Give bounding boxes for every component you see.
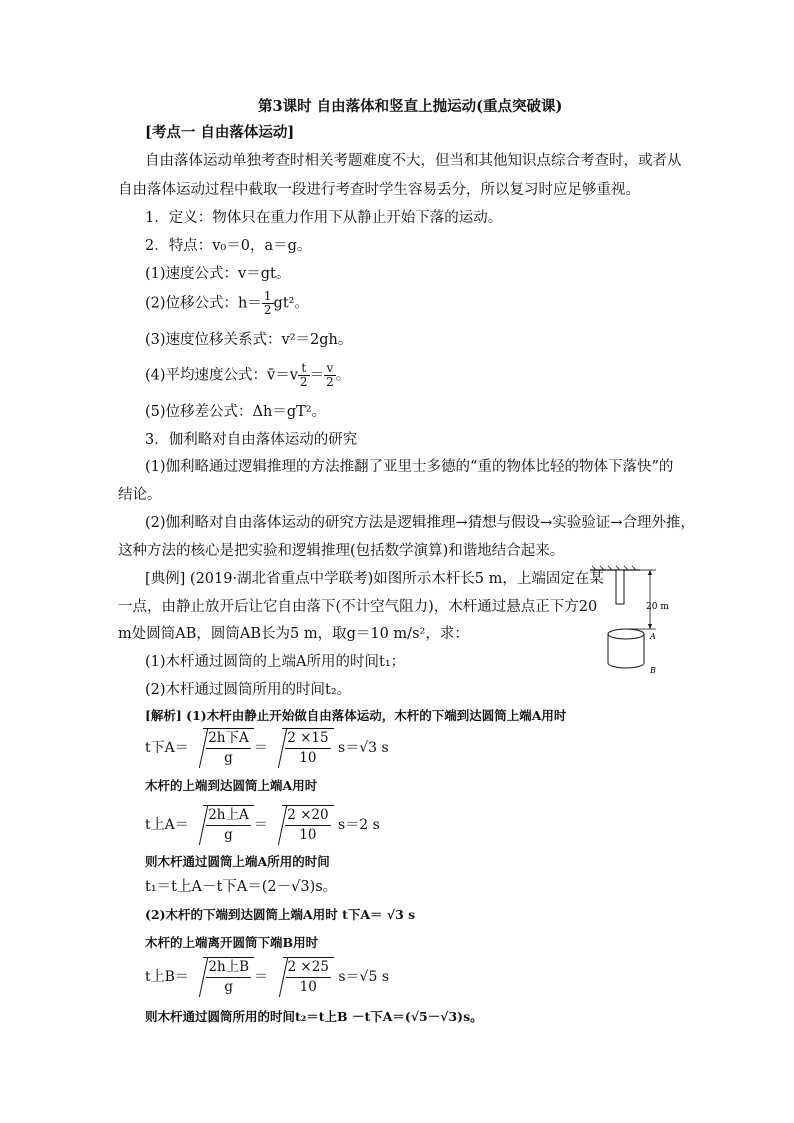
example-question-1: (1)木杆通过圆筒的上端A所用的时间t₁； (145, 654, 406, 670)
rod-cylinder-figure (588, 565, 680, 680)
equals-sign: ＝ (253, 740, 268, 756)
equals-sign: ＝ (254, 969, 269, 985)
formula-average-velocity (145, 362, 350, 389)
cylinder-top (608, 629, 644, 639)
formula-displacement-difference: (5)位移差公式：Δh＝gT²。 (145, 404, 327, 420)
solution-math-2 (145, 805, 380, 845)
formula-displacement-prefix: (2)位移公式：h＝ (145, 295, 262, 312)
period: 。 (335, 367, 351, 384)
example-line-1: [典例] (2019·湖北省重点中学联考)如图所示木杆长5 m，上端固定在某 (145, 571, 604, 587)
equals-sign: ＝ (309, 367, 325, 384)
solution-line-1: [解析] (1)木杆由静止开始做自由落体运动，木杆的下端到达圆筒上端A用时 (145, 708, 567, 723)
fraction-den: 10 (299, 979, 317, 995)
fraction-num: 2h上B (206, 958, 251, 978)
fraction-v-half (324, 362, 336, 389)
sqrt-expression (282, 805, 333, 845)
sqrt-expression (282, 728, 333, 768)
definition: 1．定义：物体只在重力作用下从静止开始下落的运动。 (145, 210, 503, 226)
math-lhs: t上A＝ (145, 817, 189, 833)
fraction-num: 1 (263, 289, 272, 303)
wooden-rod (616, 570, 624, 604)
arrow-up-icon (648, 570, 652, 575)
math-rhs: s＝√3 s (338, 740, 389, 756)
solution-line-3: 则木杆通过圆筒上端A所用的时间 (145, 854, 330, 869)
galileo-point-1a: (1)伽利略通过逻辑推理的方法推翻了亚里士多德的“重的物体比轻的物体下落快”的 (145, 459, 674, 475)
fraction-num: 2h下A (206, 729, 251, 749)
fraction-den: 2 (299, 375, 308, 389)
math-rhs: s＝√5 s (338, 969, 390, 985)
sqrt-expression (203, 957, 254, 997)
math-lhs: t下A＝ (145, 740, 189, 756)
fraction-num: t (298, 362, 310, 376)
sqrt-expression (283, 957, 334, 997)
math-rhs: s＝2 s (338, 817, 380, 833)
solution-line-2: 木杆的上端到达圆筒上端A用时 (145, 778, 318, 793)
example-line-2: 一点，由静止放开后让它自由落下(不计空气阻力)，木杆通过悬点正下方20 (118, 599, 598, 615)
example-line-3: m处圆筒AB，圆筒AB长为5 m，取g＝10 m/s²，求： (118, 626, 469, 642)
section-heading: [考点一 自由落体运动] (145, 124, 295, 141)
equals-sign: ＝ (253, 817, 268, 833)
solution-math-1 (145, 728, 389, 768)
arrow-down-icon (648, 624, 652, 629)
fraction-den: 2 (326, 375, 334, 389)
avg-velocity-prefix: (4)平均速度公式：v̄＝v (145, 367, 298, 384)
fraction-den: 10 (299, 827, 317, 843)
fraction-num: v (324, 362, 336, 376)
sqrt-expression (203, 805, 254, 845)
fraction-num: 2 ×15 (285, 729, 330, 749)
fraction-num: 2 ×20 (285, 806, 330, 826)
fraction-den: 10 (299, 750, 317, 766)
page-title: 第3课时 自由落体和竖直上抛运动(重点突破课) (258, 98, 563, 115)
formula-displacement-suffix: gt²。 (273, 295, 309, 312)
fraction-half (262, 290, 274, 317)
formula-displacement (145, 290, 309, 317)
galileo-point-1b: 结论。 (118, 487, 162, 503)
fraction-den: g (224, 750, 233, 766)
galileo-point-2b: 这种方法的核心是把实验和逻辑推理(包括数学演算)和谐地结合起来。 (118, 543, 565, 559)
solution-line-5: (2)木杆的下端到达圆筒上端A用时 t下A＝ √3 s (145, 907, 416, 922)
solution-line-4: t₁＝t上A－t下A＝(2－√3)s。 (145, 879, 338, 895)
fraction-t-half (298, 362, 310, 389)
intro-line-2: 自由落体运动过程中截取一段进行考查时学生容易丢分，所以复习时应足够重视。 (118, 182, 640, 198)
solution-math-3 (145, 957, 389, 997)
solution-line-6: 木杆的上端离开圆筒下端B用时 (145, 935, 319, 950)
fraction-den: 2 (263, 303, 272, 317)
formula-velocity-displacement: (3)速度位移关系式：v²＝2gh。 (145, 332, 353, 348)
intro-line-1: 自由落体运动单独考查时相关考题难度不大，但当和其他知识点综合考查时，或者从 (145, 153, 682, 169)
solution-line-7: 则木杆通过圆筒所用的时间t₂＝t上B －t下A＝(√5－√3)s。 (145, 1009, 483, 1024)
fraction-den: g (224, 827, 233, 843)
galileo-point-2a: (2)伽利略对自由落体运动的研究方法是逻辑推理→猜想与假设→实验验证→合理外推， (145, 515, 695, 531)
label-a: A (650, 632, 656, 641)
distance-label: 20 m (646, 602, 669, 612)
fraction-num: 2 ×25 (286, 958, 331, 978)
galileo-heading: 3．伽利略对自由落体运动的研究 (145, 432, 358, 448)
example-question-2: (2)木杆通过圆筒所用的时间t₂。 (145, 682, 352, 698)
formula-velocity: (1)速度公式：v＝gt。 (145, 266, 291, 282)
math-lhs: t上B＝ (145, 969, 189, 985)
cylinder-bottom (608, 663, 644, 668)
label-b: B (650, 666, 656, 675)
feature: 2．特点：v₀＝0，a＝g。 (145, 238, 312, 254)
fraction-den: g (224, 979, 234, 995)
sqrt-expression (203, 728, 254, 768)
fraction-num: 2h上A (206, 806, 251, 826)
